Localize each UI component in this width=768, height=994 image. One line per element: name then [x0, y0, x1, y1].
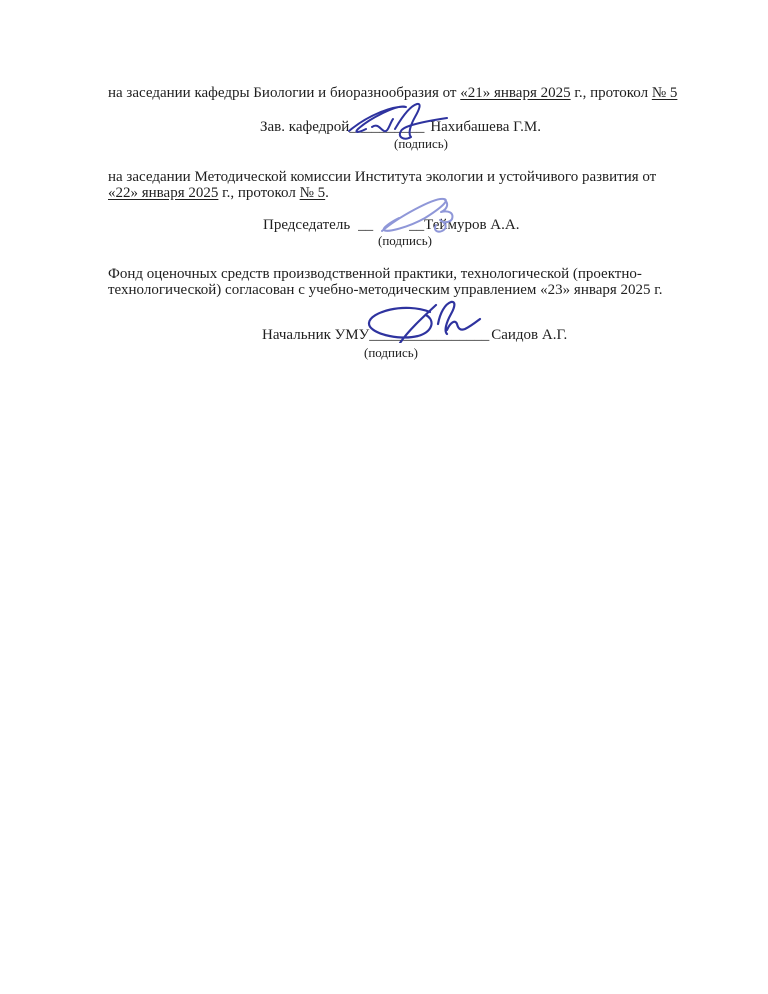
department-approval-text: на заседании кафедры Биологии и биоразнообразия от [108, 85, 461, 101]
department-approval-mid: г., протокол [570, 85, 652, 101]
department-signature-caption: (подпись) [394, 136, 448, 151]
umu-agreement-line2: технологической) согласован с учебно-методическим управлением «23» января 2025 г. [108, 282, 663, 298]
commission-signature-caption: (подпись) [378, 233, 432, 248]
umu-signer-name: Саидов А.Г. [491, 327, 568, 343]
commission-signer-name: Теймуров А.А. [424, 217, 520, 233]
commission-approval-date: «22» января 2025 [108, 185, 219, 201]
umu-agreement-line1: Фонд оценочных средств производственной практики, технологической (проектно- [108, 266, 642, 282]
signature-underscore-right: __ [409, 217, 425, 233]
signature-underscore-left: __ [358, 217, 374, 233]
department-signer-name: Нахибашева Г.М. [430, 119, 541, 135]
commission-approval-mid: г., протокол [218, 185, 300, 201]
umu-signature-line [262, 327, 567, 343]
department-protocol-number: № 5 [651, 85, 678, 101]
commission-protocol-number: № 5 [299, 185, 326, 201]
department-approval-paragraph [108, 85, 677, 101]
department-approval-date: «21» января 2025 [460, 85, 571, 101]
department-signature-line [260, 119, 541, 135]
commission-approval-line1: на заседании Методической комиссии Института экологии и устойчивого развития от [108, 169, 657, 185]
department-signer-role: Зав. кафедрой [260, 119, 350, 135]
signature-blank-line: __________ [349, 119, 425, 135]
signature-blank-line: ________________ [369, 327, 490, 343]
commission-signer-role: Председатель [263, 217, 351, 233]
commission-signature-line [263, 217, 519, 233]
umu-signature-caption: (подпись) [364, 345, 418, 360]
commission-approval-line2 [108, 185, 329, 201]
commission-approval-period: . [325, 185, 329, 201]
umu-signer-role: Начальник УМУ [262, 327, 370, 343]
